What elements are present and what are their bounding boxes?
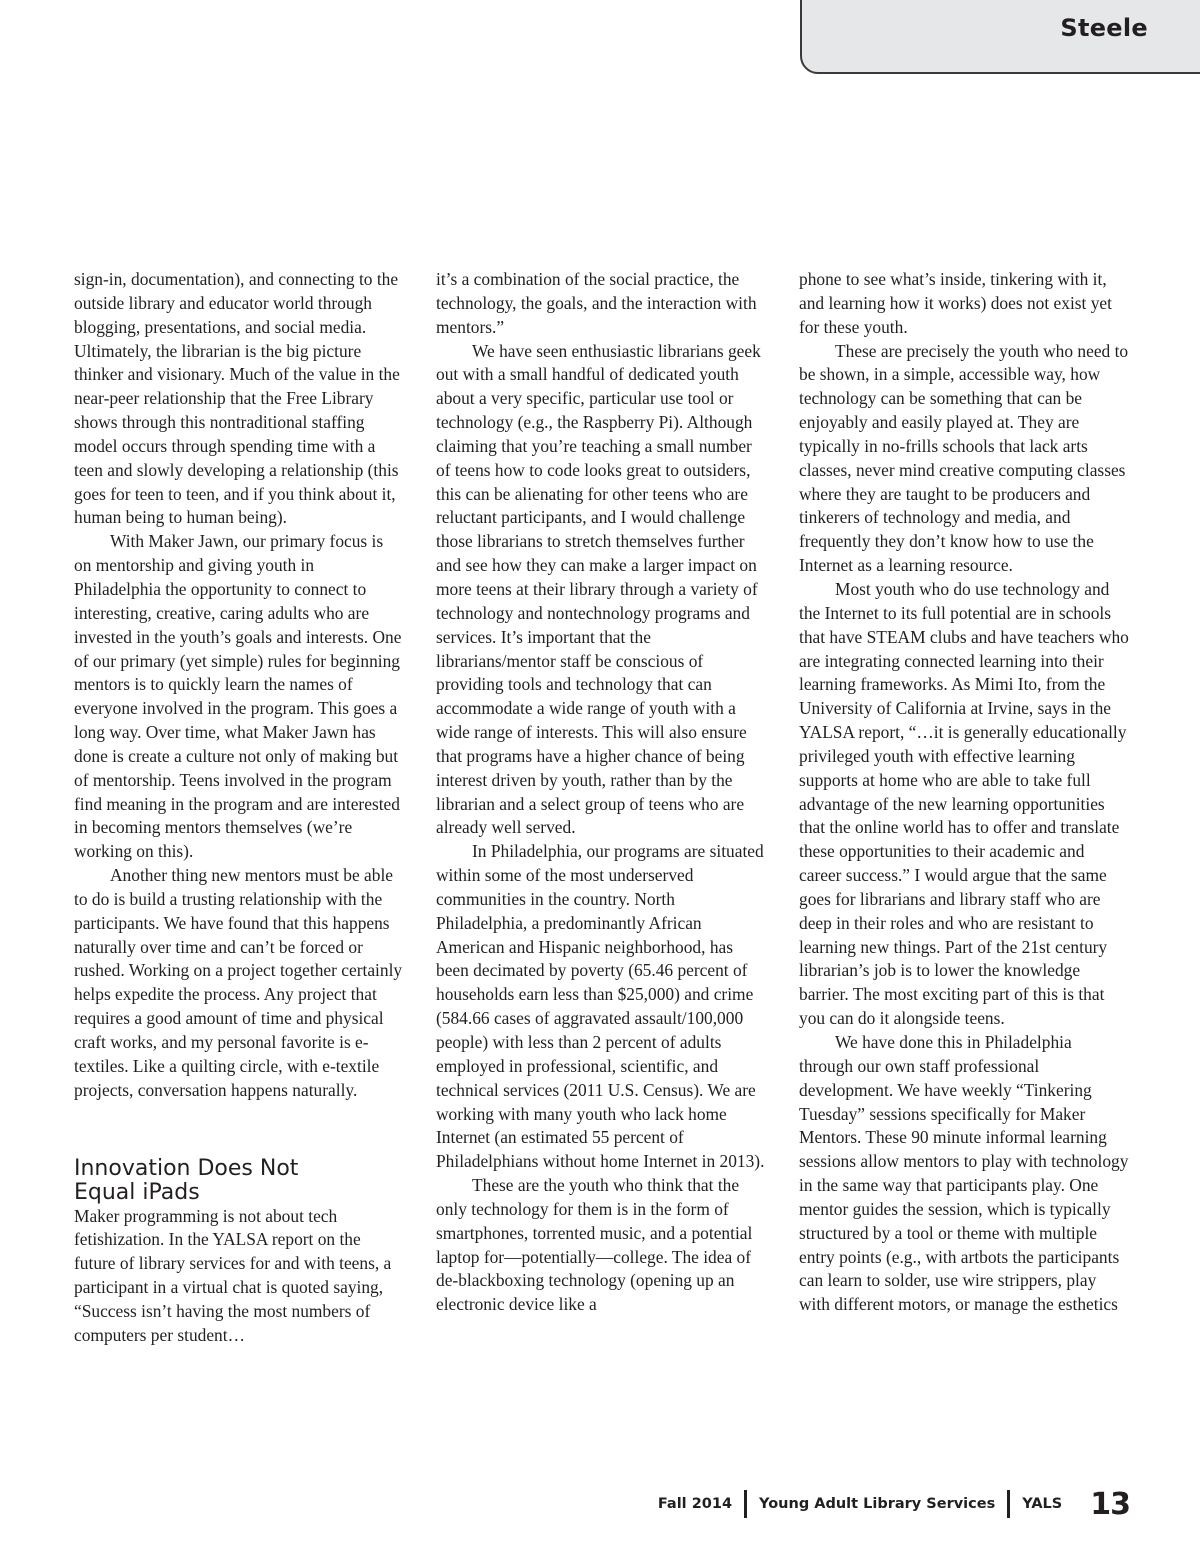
footer-divider	[1007, 1490, 1010, 1518]
section-heading-line-1: Innovation Does Not	[74, 1155, 299, 1181]
paragraph: it’s a combination of the social practice, the technology, the goals, and the interaction with mentors.”	[436, 269, 757, 337]
footer-issue: Fall 2014	[657, 1496, 733, 1512]
paragraph: In Philadelphia, our programs are situated within some of the most underserved communities in the country. North Philadelphia, a predominantly African American and Hispanic neighborhood, has been decimated by poverty (65.46 percent of households earn less than $25,000) and crime (584.66 cases of aggravated assault/100,000 people) with less than 2 percent of adults employed in professional, scientific, and technical services (2011 U.S. Census). We are working with many youth who lack home Internet (an estimated 55 percent of Philadelphians without home Internet in 2013).	[436, 841, 765, 1172]
section-heading-line-2: Equal iPads	[74, 1179, 200, 1205]
page-number: 13	[1090, 1486, 1130, 1522]
paragraph: These are precisely the youth who need to be shown, in a simple, accessible way, how technology can be something that can be enjoyably and easily played at. They are typically in no-frills schools that lack arts classes, never mind creative computing classes where they are taught to be producers and tinkerers of technology and media, and frequently they don’t know how to use the Internet as a learning resource.	[799, 340, 1129, 576]
footer-divider	[744, 1490, 747, 1518]
paragraph: These are the youth who think that the only technology for them is in the form of smartphones, torrented music, and a potential laptop for—potentially—college. The idea of de-blackboxing technology (opening up an electronic device like a	[436, 1175, 753, 1315]
page-footer	[658, 1484, 1130, 1524]
text-column-2	[436, 268, 766, 1317]
section-heading	[74, 1157, 404, 1205]
paragraph: phone to see what’s inside, tinkering with it, and learning how it works) does not exist yet for these youth.	[799, 269, 1112, 337]
text-column-1	[74, 268, 404, 1348]
footer-journal-abbrev: YALS	[1022, 1496, 1063, 1512]
paragraph: Another thing new mentors must be able to do is build a trusting relationship with the participants. We have found that this happens naturally over time and can’t be forced or rushed. Working on a project together certainly helps expedite the process. Any project that requires a good amount of time and physical craft works, and my personal favorite is e-textiles. Like a quilting circle, with e-textile projects, conversation happens naturally.	[74, 865, 403, 1100]
paragraph: Most youth who do use technology and the Internet to its full potential are in schools that have STEAM clubs and have teachers who are integrating connected learning into their learning frameworks. As Mimi Ito, from the University of California at Irvine, says in the YALSA report, “…it is generally educationally privileged youth with effective learning supports at home who are able to take full advantage of the new learning opportunities that the online world has to offer and translate these opportunities to their academic and career success.” I would argue that the same goes for librarians and library staff who are deep in their roles and who are resistant to learning new things. Part of the 21st century librarian’s job is to lower the knowledge barrier. The most exciting part of this is that you can do it alongside teens.	[799, 578, 1129, 1029]
paragraph: sign-in, documentation), and connecting to the outside library and educator world through blogging, presentations, and social media. Ultimately, the librarian is the big picture thinker and visionary. Much of the value in the near-peer relationship that the Free Library shows through this nontraditional staffing model occurs through spending time with a teen and slowly developing a relationship (this goes for teen to teen, and if you think about it, human being to human being).	[74, 269, 400, 528]
paragraph: We have done this in Philadelphia through our own staff professional development. We have weekly “Tinkering Tuesday” sessions specifically for Maker Mentors. These 90 minute informal learning sessions allow mentors to play with technology in the same way that participants play. One mentor guides the session, which is typically structured by a tool or theme with multiple entry points (e.g., with artbots the participants can learn to solder, use wire strippers, play with different motors, or manage the esthetics	[799, 1032, 1129, 1315]
text-column-3	[799, 268, 1129, 1317]
footer-journal-title: Young Adult Library Services	[759, 1496, 996, 1512]
paragraph: Maker programming is not about tech fetishization. In the YALSA report on the future of library services for and with teens, a participant in a virtual chat is quoted saying, “Success isn’t having the most numbers of computers per student…	[74, 1205, 392, 1345]
paragraph: With Maker Jawn, our primary focus is on mentorship and giving youth in Philadelphia the opportunity to connect to interesting, creative, caring adults who are invested in the youth’s goals and interests. One of our primary (yet simple) rules for beginning mentors is to quickly learn the names of everyone involved in the program. This goes a long way. Over time, what Maker Jawn has done is create a culture not only of making but of mentorship. Teens involved in the program find meaning in the program and are interested in becoming mentors themselves (we’re working on this).	[74, 531, 402, 862]
paragraph: We have seen enthusiastic librarians geek out with a small handful of dedicated youth about a very specific, particular use tool or technology (e.g., the Raspberry Pi). Although claiming that you’re teaching a small number of teens how to code looks great to outsiders, this can be alienating for other teens who are reluctant participants, and I would challenge those librarians to stretch themselves further and see how they can make a larger impact on more teens at their library through a variety of technology and nontechnology programs and services. It’s important that the librarians/mentor staff be conscious of providing tools and technology that can accommodate a wide range of youth with a wide range of interests. This will also ensure that programs have a higher chance of being interest driven by youth, rather than by the librarian and a select group of teens who are already well served.	[436, 340, 761, 838]
running-header-tab	[800, 0, 1200, 74]
running-header-author: Steele	[1060, 14, 1148, 42]
